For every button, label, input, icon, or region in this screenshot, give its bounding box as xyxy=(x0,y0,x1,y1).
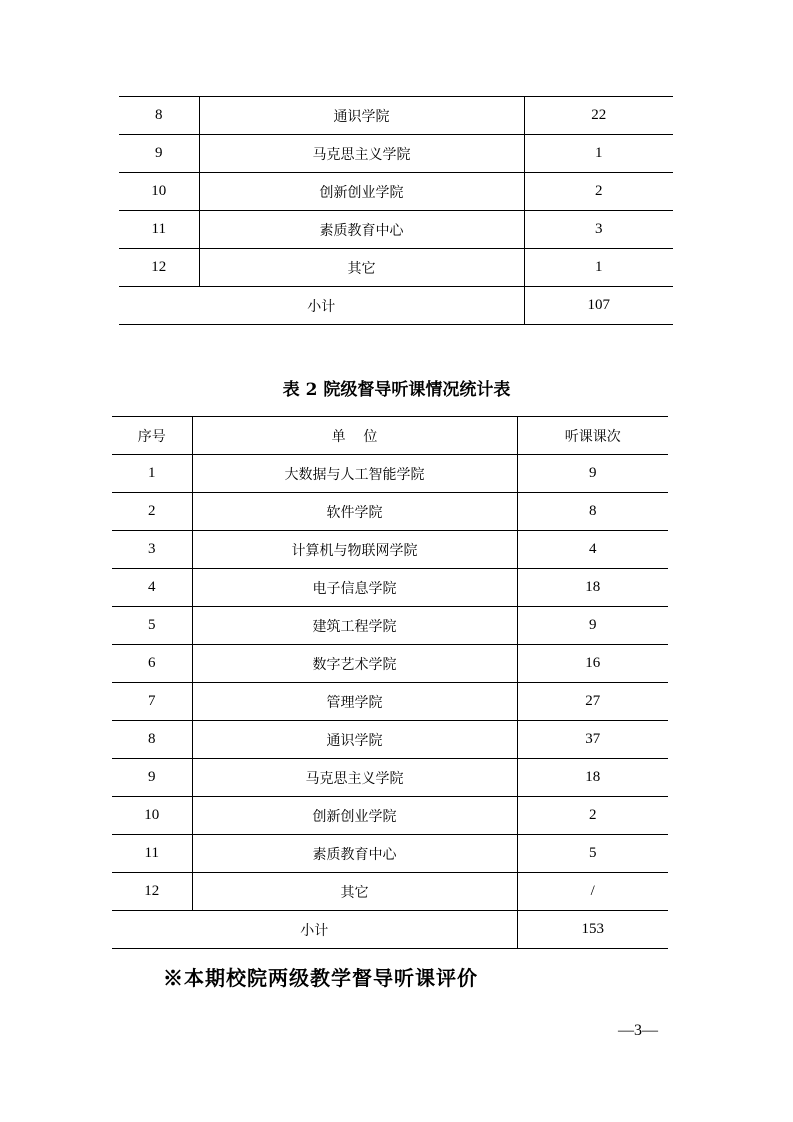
unit-name: 素质教育中心 xyxy=(192,835,517,873)
unit-name: 管理学院 xyxy=(192,683,517,721)
row-number: 11 xyxy=(119,211,199,249)
row-number: 12 xyxy=(112,873,192,911)
unit-name: 大数据与人工智能学院 xyxy=(192,455,517,493)
row-number: 3 xyxy=(112,531,192,569)
lecture-count: 3 xyxy=(524,211,673,249)
subtotal-label: 小计 xyxy=(112,911,517,949)
row-number: 7 xyxy=(112,683,192,721)
table-header-row xyxy=(112,417,668,455)
lecture-count: 4 xyxy=(517,531,668,569)
table-row xyxy=(112,759,668,797)
column-header-count: 听课课次 xyxy=(517,417,668,455)
table-row xyxy=(112,455,668,493)
row-number: 10 xyxy=(119,173,199,211)
unit-name: 通识学院 xyxy=(199,97,524,135)
table-row xyxy=(119,249,673,287)
row-number: 12 xyxy=(119,249,199,287)
unit-name: 数字艺术学院 xyxy=(192,645,517,683)
row-number: 9 xyxy=(119,135,199,173)
lecture-count: 2 xyxy=(517,797,668,835)
row-number: 11 xyxy=(112,835,192,873)
subtotal-value: 153 xyxy=(517,911,668,949)
unit-name: 电子信息学院 xyxy=(192,569,517,607)
row-number: 6 xyxy=(112,645,192,683)
table-college-level xyxy=(112,416,668,949)
lecture-count: / xyxy=(517,873,668,911)
table-row xyxy=(119,211,673,249)
unit-name: 马克思主义学院 xyxy=(192,759,517,797)
table-row xyxy=(112,493,668,531)
lecture-count: 2 xyxy=(524,173,673,211)
lecture-count: 27 xyxy=(517,683,668,721)
row-number: 10 xyxy=(112,797,192,835)
unit-name: 软件学院 xyxy=(192,493,517,531)
table-caption: 表 2 院级督导听课情况统计表 xyxy=(282,380,511,400)
row-number: 4 xyxy=(112,569,192,607)
unit-name: 通识学院 xyxy=(192,721,517,759)
subtotal-label: 小计 xyxy=(119,287,524,325)
lecture-count: 9 xyxy=(517,607,668,645)
unit-name: 素质教育中心 xyxy=(199,211,524,249)
lecture-count: 22 xyxy=(524,97,673,135)
unit-name: 马克思主义学院 xyxy=(199,135,524,173)
column-header-number: 序号 xyxy=(112,417,192,455)
lecture-count: 37 xyxy=(517,721,668,759)
section-heading: ※本期校院两级教学督导听课评价 xyxy=(163,966,478,990)
subtotal-value: 107 xyxy=(524,287,673,325)
table-row xyxy=(112,645,668,683)
table-row xyxy=(112,721,668,759)
row-number: 9 xyxy=(112,759,192,797)
row-number: 2 xyxy=(112,493,192,531)
lecture-count: 18 xyxy=(517,759,668,797)
unit-name: 其它 xyxy=(199,249,524,287)
table-row xyxy=(119,135,673,173)
unit-name: 计算机与物联网学院 xyxy=(192,531,517,569)
subtotal-row xyxy=(112,911,668,949)
table-school-level-continued xyxy=(119,96,673,325)
row-number: 8 xyxy=(112,721,192,759)
unit-name: 创新创业学院 xyxy=(192,797,517,835)
lecture-count: 16 xyxy=(517,645,668,683)
lecture-count: 1 xyxy=(524,135,673,173)
table-row xyxy=(119,173,673,211)
unit-name: 创新创业学院 xyxy=(199,173,524,211)
lecture-count: 18 xyxy=(517,569,668,607)
table-row xyxy=(112,835,668,873)
lecture-count: 5 xyxy=(517,835,668,873)
table-row xyxy=(112,683,668,721)
row-number: 8 xyxy=(119,97,199,135)
table-row xyxy=(112,797,668,835)
lecture-count: 1 xyxy=(524,249,673,287)
table-row xyxy=(112,569,668,607)
unit-name: 建筑工程学院 xyxy=(192,607,517,645)
table-row xyxy=(112,607,668,645)
table-row xyxy=(112,873,668,911)
page-number: —3— xyxy=(618,1022,658,1039)
lecture-count: 8 xyxy=(517,493,668,531)
row-number: 5 xyxy=(112,607,192,645)
table-row xyxy=(112,531,668,569)
column-header-unit: 单 位 xyxy=(192,417,517,455)
unit-name: 其它 xyxy=(192,873,517,911)
lecture-count: 9 xyxy=(517,455,668,493)
table-row xyxy=(119,97,673,135)
row-number: 1 xyxy=(112,455,192,493)
subtotal-row xyxy=(119,287,673,325)
